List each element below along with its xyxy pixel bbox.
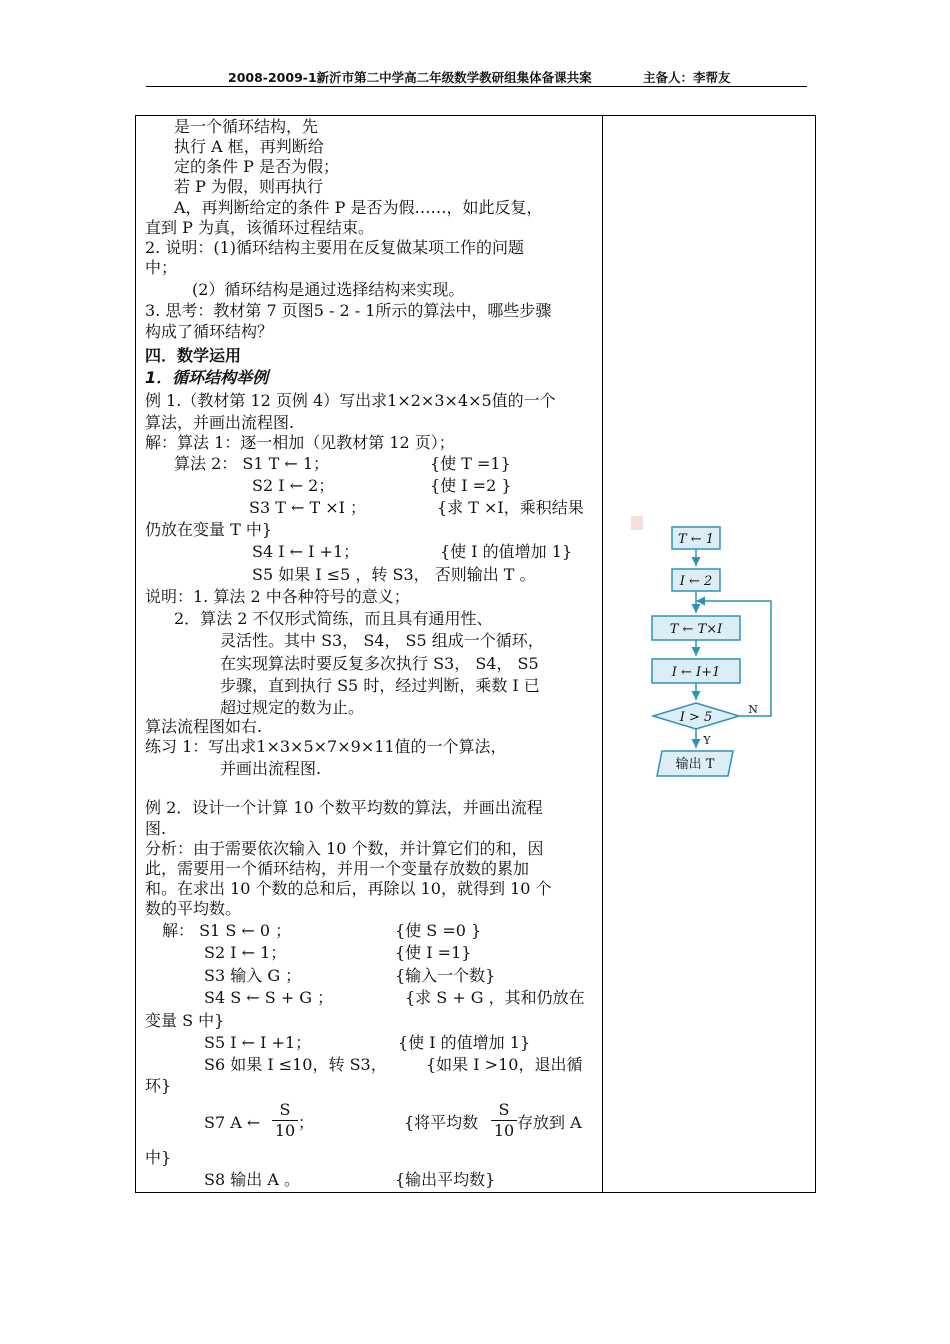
text-line: {使 I =1} xyxy=(395,943,472,962)
text-line: 2．算法 2 不仅形式简练，而且具有通用性、 xyxy=(174,609,493,628)
loop-flowchart xyxy=(625,510,785,785)
flow-box-increment-label: I ← I+1 xyxy=(671,665,721,680)
text-line: 3. 思考：教材第 7 页图5 - 2 - 1所示的算法中，哪些步骤 xyxy=(145,301,552,320)
text-line: 若 P 为假，则再执行 xyxy=(174,177,323,196)
header-rule xyxy=(146,86,807,87)
flow-box-i-init-label: I ← 2 xyxy=(679,574,713,589)
text-line: S3 输入 G ； xyxy=(204,966,302,985)
text-line: A，再判断给定的条件 P 是否为假……，如此反复， xyxy=(174,198,543,217)
flow-box-multiply-label: T ← T×I xyxy=(669,622,723,637)
text-line: {使 I 的值增加 1} xyxy=(440,542,573,561)
text-line: S2 I ← 1； xyxy=(204,943,287,962)
fraction-s-over-10 xyxy=(491,1101,517,1140)
text-line: S3 T ← T ×I ； xyxy=(249,498,367,517)
text-line: 并画出流程图. xyxy=(220,759,322,778)
text-line: 超过规定的数为止。 xyxy=(220,698,365,717)
fraction-numerator: S xyxy=(279,1100,291,1119)
text-line: {使 S =0 } xyxy=(395,921,482,940)
text-line: 存放到 A xyxy=(517,1113,582,1132)
text-line: 算法 2： S1 T ← 1； xyxy=(174,454,330,473)
text-line: 中； xyxy=(145,258,178,277)
header-title: 2008-2009-1新沂市第二中学高二年级数学教研组集体备课共案 xyxy=(228,70,592,85)
text-line: {求 S + G ，其和仍放在 xyxy=(405,988,585,1007)
text-line: {使 I 的值增加 1} xyxy=(398,1033,531,1052)
text-line: {使 I =2 } xyxy=(430,476,512,495)
header-author: 主备人：李帮友 xyxy=(643,70,731,85)
text-line: 在实现算法时要反复多次执行 S3， S4， S5 xyxy=(220,654,539,673)
text-line: 2. 说明：(1)循环结构主要用在反复做某项工作的问题 xyxy=(145,238,525,257)
text-line: S4 S ← S + G ； xyxy=(204,988,334,1007)
text-line: 是一个循环结构，先 xyxy=(174,117,319,136)
text-line: S5 如果 I ≤5 ，转 S3， 否则输出 T 。 xyxy=(252,565,536,584)
text-line: S6 如果 I ≤10，转 S3， xyxy=(204,1055,387,1074)
text-line: 环} xyxy=(145,1076,172,1095)
text-line: 解：算法 1：逐一相加（见教材第 12 页）； xyxy=(145,433,455,452)
fraction-s-over-10 xyxy=(272,1101,298,1140)
fraction-denominator: 10 xyxy=(493,1121,515,1140)
text-line: 解： S1 S ← 0 ； xyxy=(162,921,292,940)
fraction-denominator: 10 xyxy=(274,1121,296,1140)
text-line: 说明：1. 算法 2 中各种符号的意义； xyxy=(145,587,410,606)
text-line: 和。在求出 10 个数的总和后，再除以 10，就得到 10 个 xyxy=(145,879,552,898)
text-line: 执行 A 框，再判断给 xyxy=(174,137,324,156)
text-line: 中} xyxy=(145,1148,172,1167)
flow-yes-label: Y xyxy=(703,734,711,747)
text-line: 例 2．设计一个计算 10 个数平均数的算法，并画出流程 xyxy=(145,798,543,817)
text-line: 仍放在变量 T 中} xyxy=(145,520,273,539)
text-line: S5 I ← I +1； xyxy=(204,1033,312,1052)
text-line: {求 T ×I，乘积结果 xyxy=(437,498,584,517)
text-line: S8 输出 A 。 xyxy=(204,1170,300,1189)
fraction-numerator: S xyxy=(498,1100,510,1119)
text-line: 数的平均数。 xyxy=(145,899,242,918)
flow-output-label: 输出 T xyxy=(675,757,715,772)
text-line: 构成了循环结构？ xyxy=(145,322,274,341)
subsection-heading: 1．循环结构举例 xyxy=(145,368,269,387)
page-header xyxy=(146,66,807,86)
column-divider xyxy=(602,115,603,1193)
section-heading: 四．数学运用 xyxy=(145,346,242,365)
text-line: 算法流程图如右. xyxy=(145,717,263,736)
flow-decision-label: I > 5 xyxy=(679,710,713,725)
text-line: {如果 I >10，退出循 xyxy=(426,1055,583,1074)
text-line: S2 I ← 2； xyxy=(252,476,335,495)
text-line: ； xyxy=(298,1113,315,1132)
text-line: 例 1.（教材第 12 页例 4）写出求1×2×3×4×5值的一个 xyxy=(145,391,556,410)
text-line: 算法，并画出流程图. xyxy=(145,413,295,432)
text-line: {将平均数 xyxy=(404,1113,479,1132)
text-line: 步骤，直到执行 S5 时，经过判断，乘数 I 已 xyxy=(220,676,540,695)
text-line: S7 A ← xyxy=(204,1113,261,1132)
text-line: {输出平均数} xyxy=(395,1170,496,1189)
text-line: 分析：由于需要依次输入 10 个数，并计算它们的和，因 xyxy=(145,839,544,858)
text-line: (2）循环结构是通过选择结构来实现。 xyxy=(192,280,465,299)
text-line: 图. xyxy=(145,819,167,838)
text-line: {使 T =1} xyxy=(430,454,511,473)
text-line: 变量 S 中} xyxy=(145,1011,225,1030)
flow-box-t-init-label: T ← 1 xyxy=(677,532,715,547)
text-line: 灵活性。其中 S3， S4， S5 组成一个循环， xyxy=(220,631,544,650)
text-line: 直到 P 为真，该循环过程结束。 xyxy=(145,218,374,237)
text-line: S4 I ← I +1； xyxy=(252,542,360,561)
text-line: 定的条件 P 是否为假； xyxy=(174,157,339,176)
text-line: {输入一个数} xyxy=(395,966,496,985)
flow-no-label: N xyxy=(748,703,758,716)
text-line: 此，需要用一个循环结构，并用一个变量存放数的累加 xyxy=(145,859,530,878)
scan-mark xyxy=(631,516,643,530)
text-line: 练习 1：写出求1×3×5×7×9×11值的一个算法， xyxy=(145,737,507,756)
